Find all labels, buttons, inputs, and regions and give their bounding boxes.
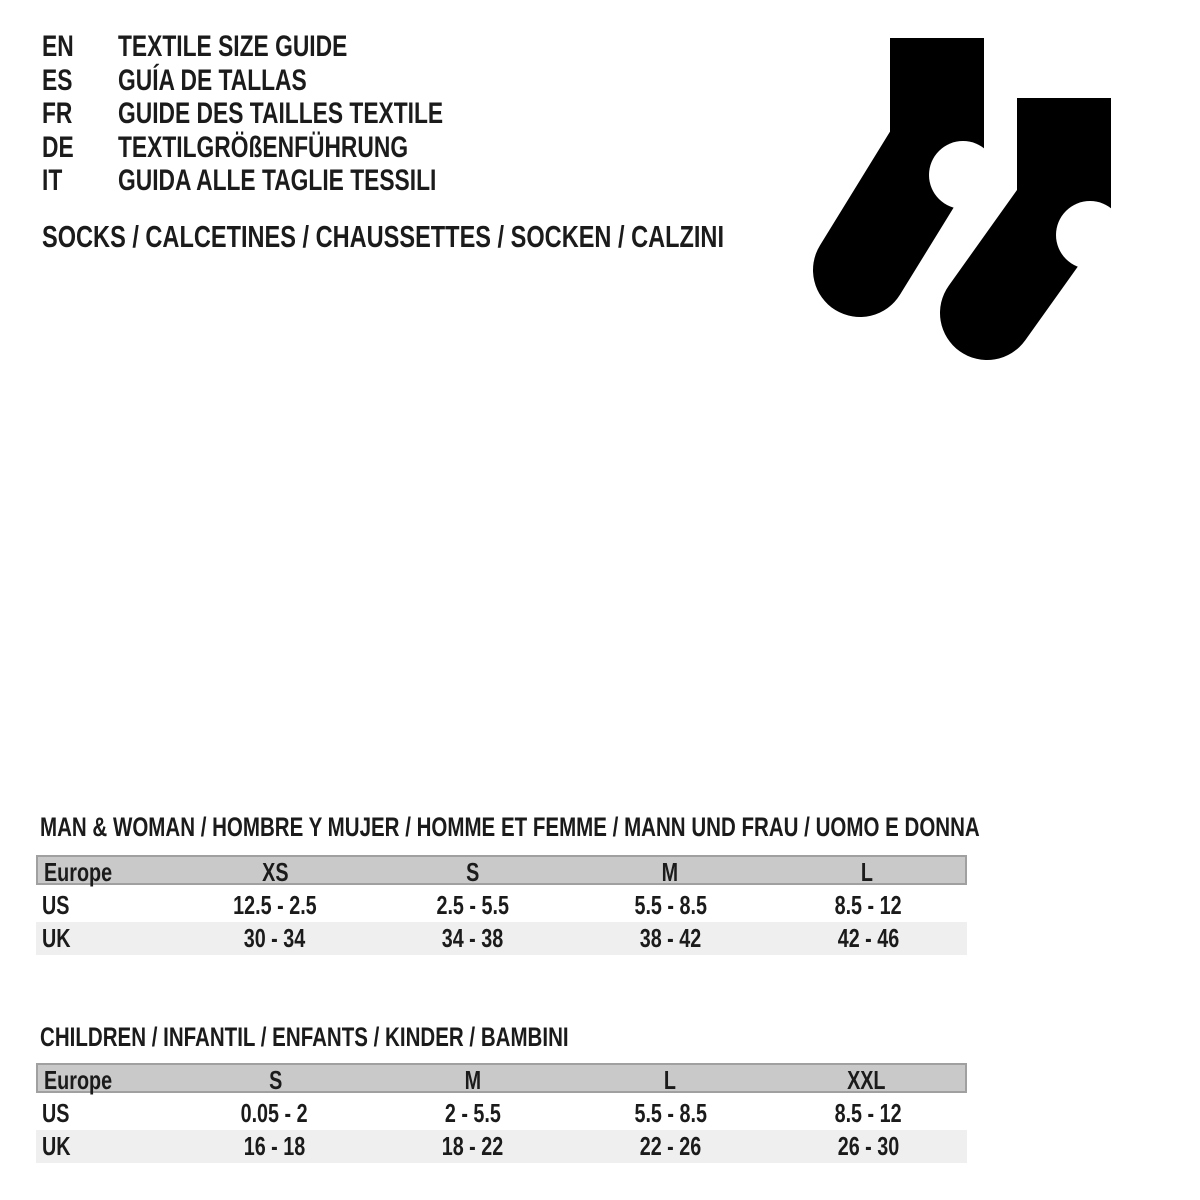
size-value: 18 - 22: [441, 1131, 504, 1161]
language-title: TEXTILGRÖßENFÜHRUNG: [118, 130, 409, 164]
language-code: DE: [42, 130, 74, 164]
size-value: 12.5 - 2.5: [232, 890, 317, 920]
size-value: 16 - 18: [243, 1131, 306, 1161]
size-value: 42 - 46: [837, 923, 899, 953]
row-label: UK: [42, 1131, 71, 1161]
language-code: FR: [42, 97, 73, 130]
size-value: 34 - 38: [441, 923, 504, 953]
size-value: 30 - 34: [243, 923, 306, 953]
language-list: [42, 30, 546, 198]
row-label: UK: [42, 923, 71, 953]
column-header-region: Europe: [44, 857, 113, 887]
size-table-title-children: CHILDREN / INFANTIL / ENFANTS / KINDER / BAMBINI: [40, 1022, 569, 1052]
size-value: 2 - 5.5: [444, 1098, 501, 1128]
column-header-size: S: [268, 1065, 283, 1095]
column-header-size: XXL: [847, 1065, 886, 1095]
table-header-row: [36, 1063, 967, 1093]
size-value: 5.5 - 8.5: [633, 890, 707, 920]
language-title: GUIDE DES TAILLES TEXTILE: [118, 97, 444, 130]
size-table-title-man-woman: MAN & WOMAN / HOMBRE Y MUJER / HOMME ET FEMME / MANN UND FRAU / UOMO E DONNA: [40, 812, 980, 842]
column-header-size: L: [663, 1065, 676, 1095]
language-title: TEXTILE SIZE GUIDE: [118, 30, 348, 63]
column-header-size: XS: [262, 857, 289, 887]
table-row-uk: [36, 922, 967, 955]
table-row-us: [36, 889, 967, 922]
size-value: 8.5 - 12: [834, 1098, 902, 1128]
size-value: 5.5 - 8.5: [633, 1098, 707, 1128]
size-value: 26 - 30: [837, 1131, 899, 1161]
column-header-size: L: [860, 857, 873, 887]
size-value: 2.5 - 5.5: [436, 890, 509, 920]
language-code: ES: [42, 63, 73, 97]
table-row-uk: [36, 1130, 967, 1163]
row-label: US: [42, 890, 70, 920]
socks-icon: [810, 30, 1125, 360]
column-header-region: Europe: [44, 1065, 113, 1095]
column-header-size: M: [661, 857, 678, 887]
size-table-man-woman: [36, 855, 967, 955]
size-value: 0.05 - 2: [241, 1098, 309, 1128]
table-header-row: [36, 855, 967, 885]
size-value: 38 - 42: [639, 923, 701, 953]
language-code: IT: [42, 164, 63, 197]
column-header-size: S: [465, 857, 480, 887]
language-title: GUIDA ALLE TAGLIE TESSILI: [118, 164, 437, 197]
product-type-subtitle: SOCKS / CALCETINES / CHAUSSETTES / SOCKEN / CALZINI: [42, 219, 724, 254]
table-row-us: [36, 1097, 967, 1130]
size-table-children: [36, 1063, 967, 1163]
column-header-size: M: [464, 1065, 481, 1095]
size-value: 8.5 - 12: [834, 890, 902, 920]
size-value: 22 - 26: [639, 1131, 701, 1161]
language-title: GUÍA DE TALLAS: [118, 63, 307, 97]
language-code: EN: [42, 30, 74, 63]
row-label: US: [42, 1098, 70, 1128]
